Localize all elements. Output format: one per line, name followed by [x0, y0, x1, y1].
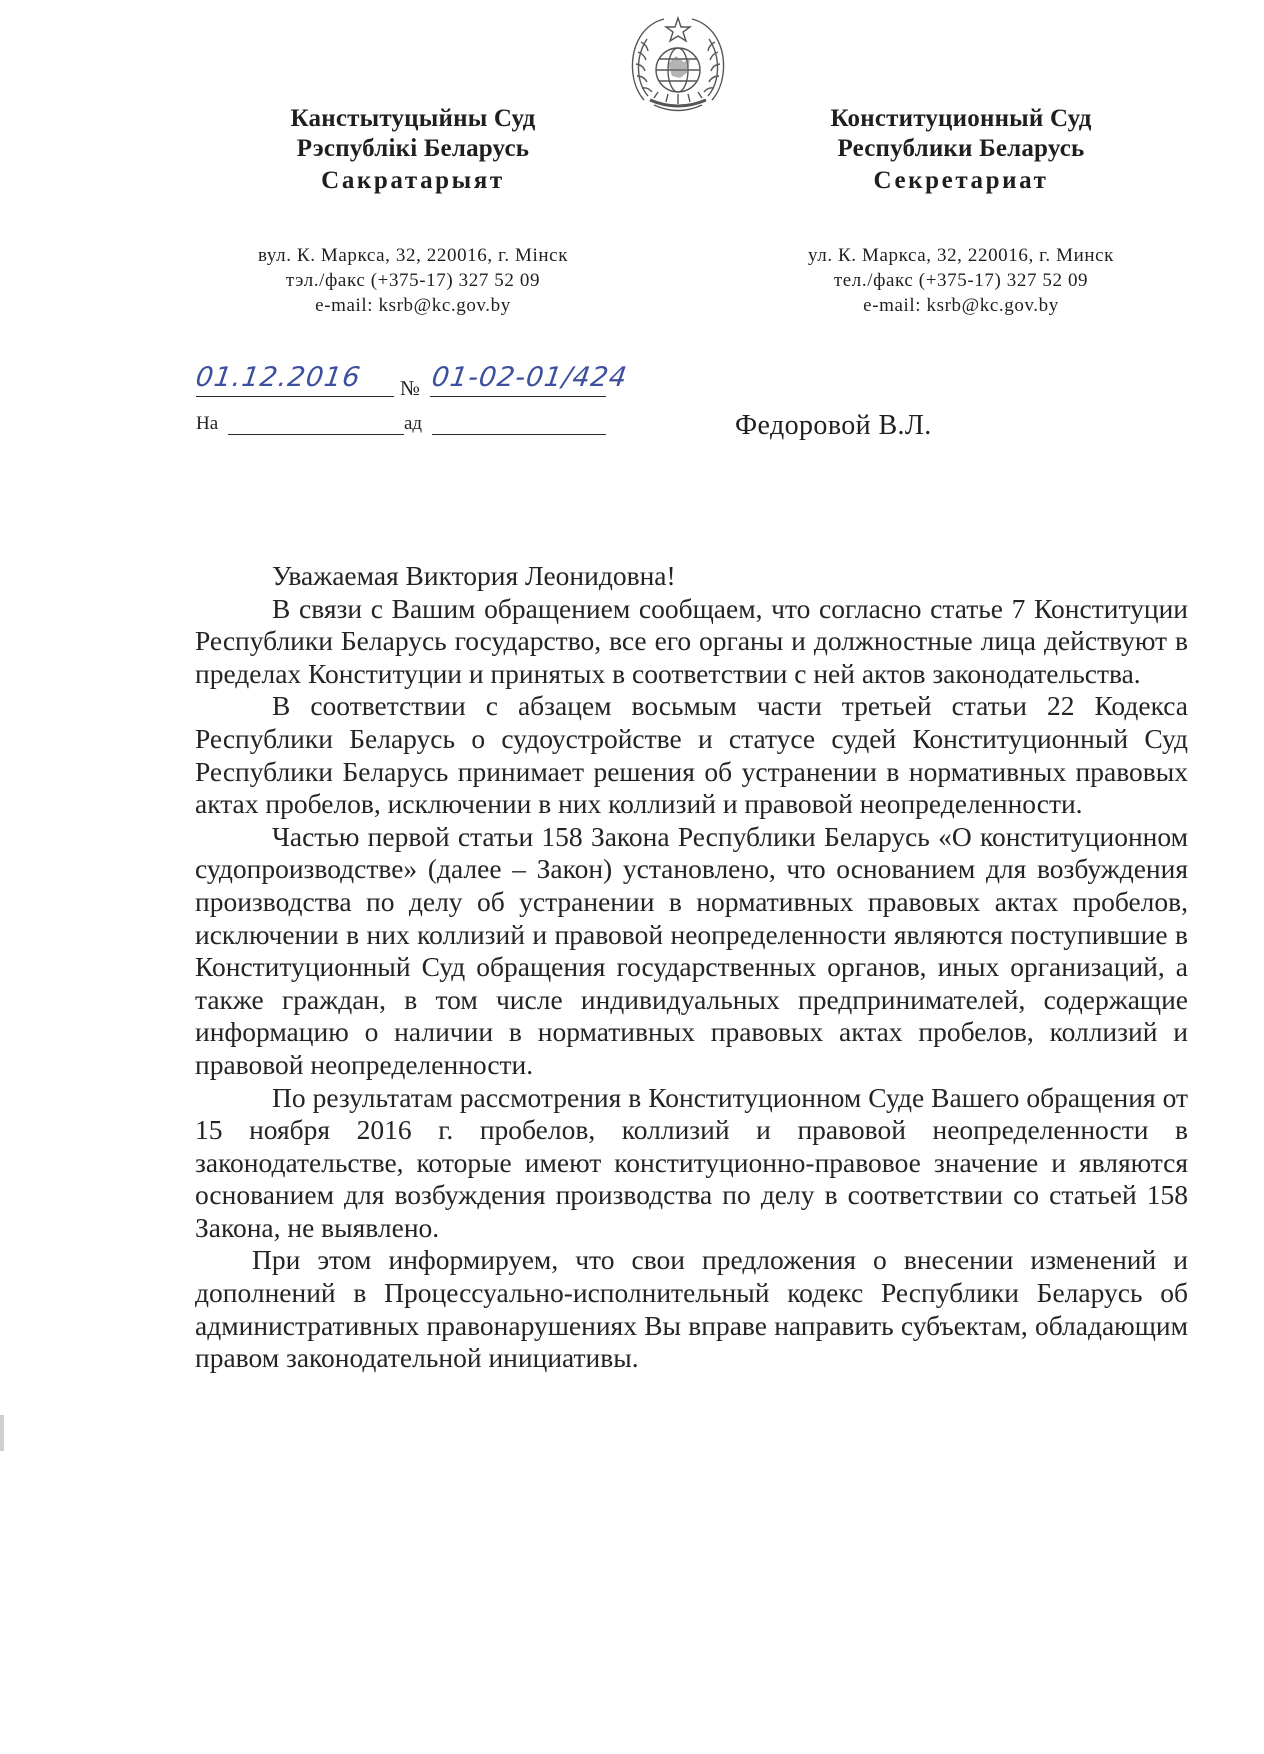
- ad-underline: [432, 434, 606, 435]
- phone-line-by: тэл./факс (+375-17) 327 52 09: [285, 270, 541, 291]
- paragraph-4: По результатам рассмотрения в Конституционном Суде Вашего обращения от 15 ноября 2016 г. пробелов, коллизий и правовой неопределенности в законодательстве, которые имеют конституционно-правовое значение и являются основанием для возбуждения производства по делу в соответствии со статьей 158 Закона, не выявлено.: [195, 1081, 1188, 1243]
- ad-label: ад: [404, 413, 423, 434]
- org-name-line2-by: Рэспублікі Беларусь: [296, 135, 530, 162]
- office-name-ru: Секретариат: [873, 167, 1049, 194]
- org-name-line1-by: Канстытуцыйны Суд: [290, 105, 536, 132]
- email-line-ru: e-mail: ksrb@kc.gov.by: [863, 295, 1059, 316]
- address-block-ru: [738, 243, 1184, 318]
- state-emblem-icon: [624, 12, 732, 114]
- letter-body: [195, 560, 1188, 1375]
- org-name-line2-ru: Республики Беларусь: [837, 135, 1085, 162]
- address-line-by: вул. К. Маркса, 32, 220016, г. Мінск: [257, 245, 569, 266]
- address-line-ru: ул. К. Маркса, 32, 220016, г. Минск: [807, 245, 1115, 266]
- email-line-by: e-mail: ksrb@kc.gov.by: [315, 295, 511, 316]
- na-label: На: [196, 413, 219, 434]
- date-underline: [196, 396, 394, 397]
- greeting: Уважаемая Виктория Леонидовна!: [272, 560, 676, 591]
- paragraph-5: При этом информируем, что свои предложения о внесении изменений и дополнений в Процессуально-исполнительный кодекс Республики Беларусь об административных правонарушениях Вы вправе направить субъектам, обладающим правом законодательной инициативы.: [195, 1244, 1188, 1374]
- office-name-by: Сакратарыят: [321, 167, 505, 194]
- paragraph-2: В соответствии с абзацем восьмым части третьей статьи 22 Кодекса Республики Беларусь о судоустройстве и статусе судей Конституционный Суд Республики Беларусь принимает решения об устранении в нормативных правовых актах пробелов, исключении в них коллизий и правовой неопределенности.: [195, 690, 1188, 820]
- address-block-by: [190, 243, 636, 318]
- paragraph-3: Частью первой статьи 158 Закона Республики Беларусь «О конституционном судопроизводстве» (далее – Закон) установлено, что основанием для возбуждения производства по делу об устранении в нормативных правовых актах пробелов, исключении в них коллизий и правовой неопределенности являются поступившие в Конституционный Суд обращения государственных органов, иных организаций, а также граждан, в том числе индивидуальных предпринимателей, содержащие информацию о наличии в нормативных правовых актах пробелов, коллизий и правовой неопределенности.: [195, 820, 1188, 1080]
- phone-line-ru: тел./факс (+375-17) 327 52 09: [833, 270, 1089, 291]
- letterhead-left: [190, 104, 636, 198]
- scan-edge-mark: [0, 1415, 4, 1451]
- addressee: Федоровой В.Л.: [735, 410, 932, 441]
- number-underline: [430, 396, 606, 397]
- na-underline: [228, 434, 404, 435]
- paragraph-1: В связи с Вашим обращением сообщаем, что согласно статье 7 Конституции Республики Беларусь государство, все его органы и должностные лица действуют в пределах Конституции и принятых в соответствии с ней актов законодательства.: [195, 592, 1188, 689]
- number-sign: №: [400, 376, 421, 400]
- handwritten-number: 01-02-01/424: [429, 362, 630, 393]
- org-name-line1-ru: Конституционный Суд: [830, 105, 1092, 132]
- handwritten-date: 01.12.2016: [193, 362, 363, 393]
- letterhead-right: [738, 104, 1184, 198]
